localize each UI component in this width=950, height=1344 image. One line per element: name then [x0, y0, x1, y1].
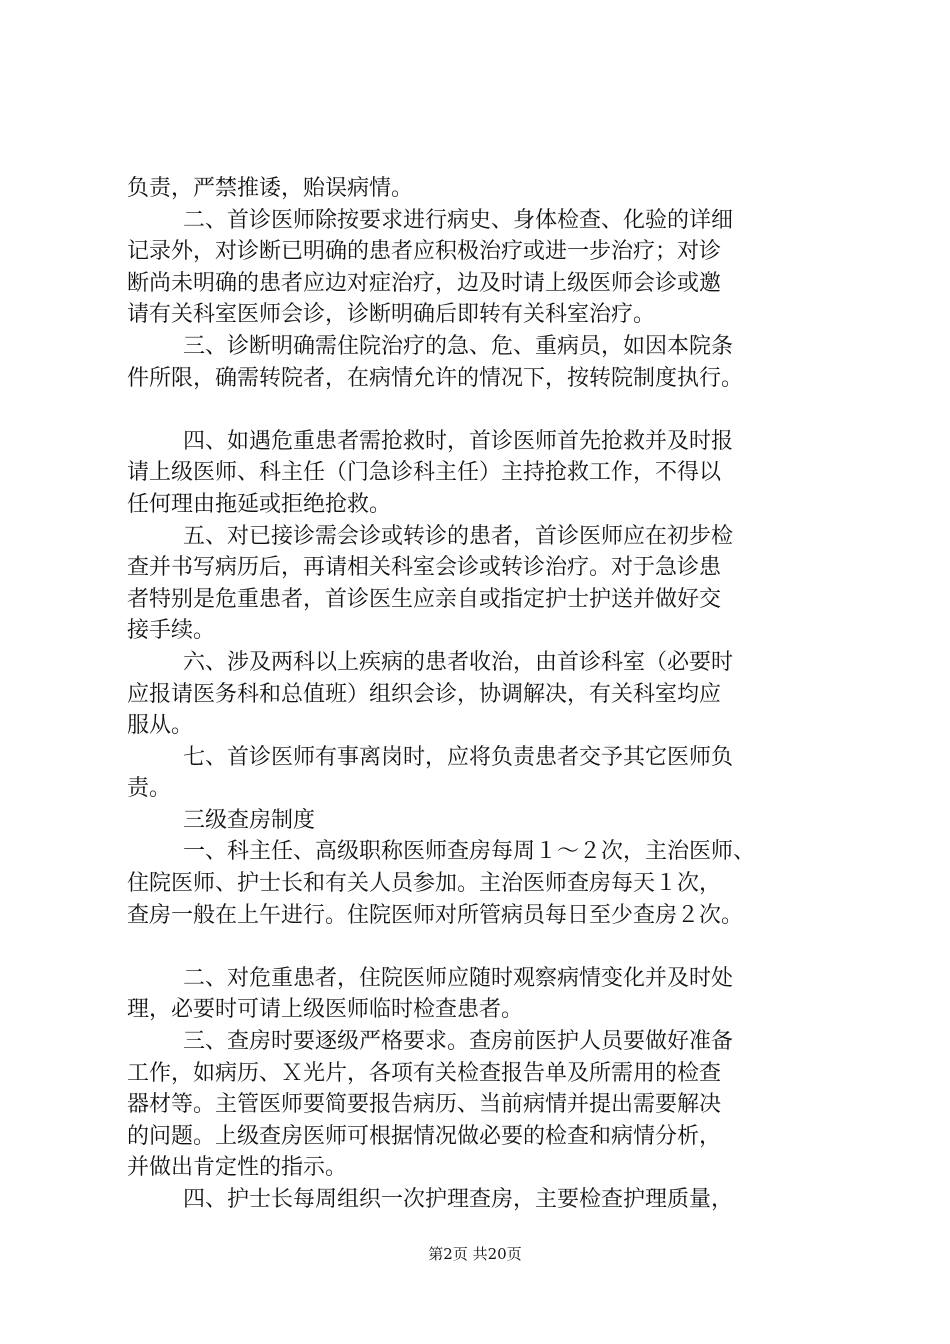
text-line: 负责，严禁推诿，贻误病情。 [127, 176, 414, 201]
text-line: 器材等。主管医师要简要报告病历、当前病情并提出需要解决 [127, 1092, 722, 1118]
text-line: 服从。 [127, 713, 194, 739]
text-line: 四、如遇危重患者需抢救时，首诊医师首先抢救并及时报 [183, 428, 734, 454]
text-line: 三、诊断明确需住院治疗的急、危、重病员，如因本院条 [183, 333, 734, 359]
text-line: 应报请医务科和总值班）组织会诊，协调解决，有关科室均应 [127, 681, 722, 707]
text-line: 查并书写病历后，再请相关科室会诊或转诊治疗。对于急诊患 [127, 555, 722, 581]
text-line: 二、对危重患者，住院医师应随时观察病情变化并及时处 [183, 965, 734, 991]
text-line: 接手续。 [127, 618, 216, 644]
text-line: 请上级医师、科主任（门急诊科主任）主持抢救工作，不得以 [127, 460, 722, 486]
page-footer: 第2页 共20页 [428, 1245, 522, 1263]
text-line: 理，必要时可请上级医师临时检查患者。 [127, 997, 524, 1023]
text-line: 者特别是危重患者，首诊医生应亲自或指定护士护送并做好交 [127, 586, 722, 612]
text-line: 住院医师、护士长和有关人员参加。主治医师查房每天１次， [127, 871, 722, 897]
text-line: 六、涉及两科以上疾病的患者收治，由首诊科室（必要时 [183, 649, 734, 675]
text-line: 三、查房时要逐级严格要求。查房前医护人员要做好准备 [183, 1029, 734, 1055]
text-line: 四、护士长每周组织一次护理查房，主要检查护理质量， [183, 1187, 734, 1212]
blank-line [127, 931, 843, 963]
text-line: 五、对已接诊需会诊或转诊的患者，首诊医师应在初步检 [183, 523, 734, 549]
blank-line [127, 394, 843, 426]
text-line: 并做出肯定性的指示。 [127, 1155, 348, 1181]
text-line: 任何理由拖延或拒绝抢救。 [127, 491, 392, 517]
text-line: 件所限，确需转院者，在病情允许的情况下，按转院制度执行。 [127, 365, 744, 391]
text-line: 一、科主任、高级职称医师查房每周１～２次，主治医师、 [183, 839, 756, 865]
text-line: 请有关科室医师会诊，诊断明确后即转有关科室治疗。 [127, 302, 656, 328]
text-line: 七、首诊医师有事离岗时，应将负责患者交予其它医师负 [183, 744, 734, 770]
text-line: 查房一般在上午进行。住院医师对所管病员每日至少查房２次。 [127, 902, 744, 928]
text-line: 工作，如病历、Ｘ光片，各项有关检查报告单及所需用的检查 [127, 1060, 722, 1086]
text-line: 责。 [127, 776, 172, 802]
document-body [127, 173, 843, 1216]
text-line: 断尚未明确的患者应边对症治疗，边及时请上级医师会诊或邀 [127, 270, 722, 296]
text-line: 记录外，对诊断已明确的患者应积极治疗或进一步治疗；对诊 [127, 239, 722, 265]
text-line: 二、首诊医师除按要求进行病史、身体检查、化验的详细 [183, 207, 734, 233]
text-line: 的问题。上级查房医师可根据情况做必要的检查和病情分析， [127, 1123, 722, 1149]
text-line: 三级查房制度 [183, 807, 316, 833]
